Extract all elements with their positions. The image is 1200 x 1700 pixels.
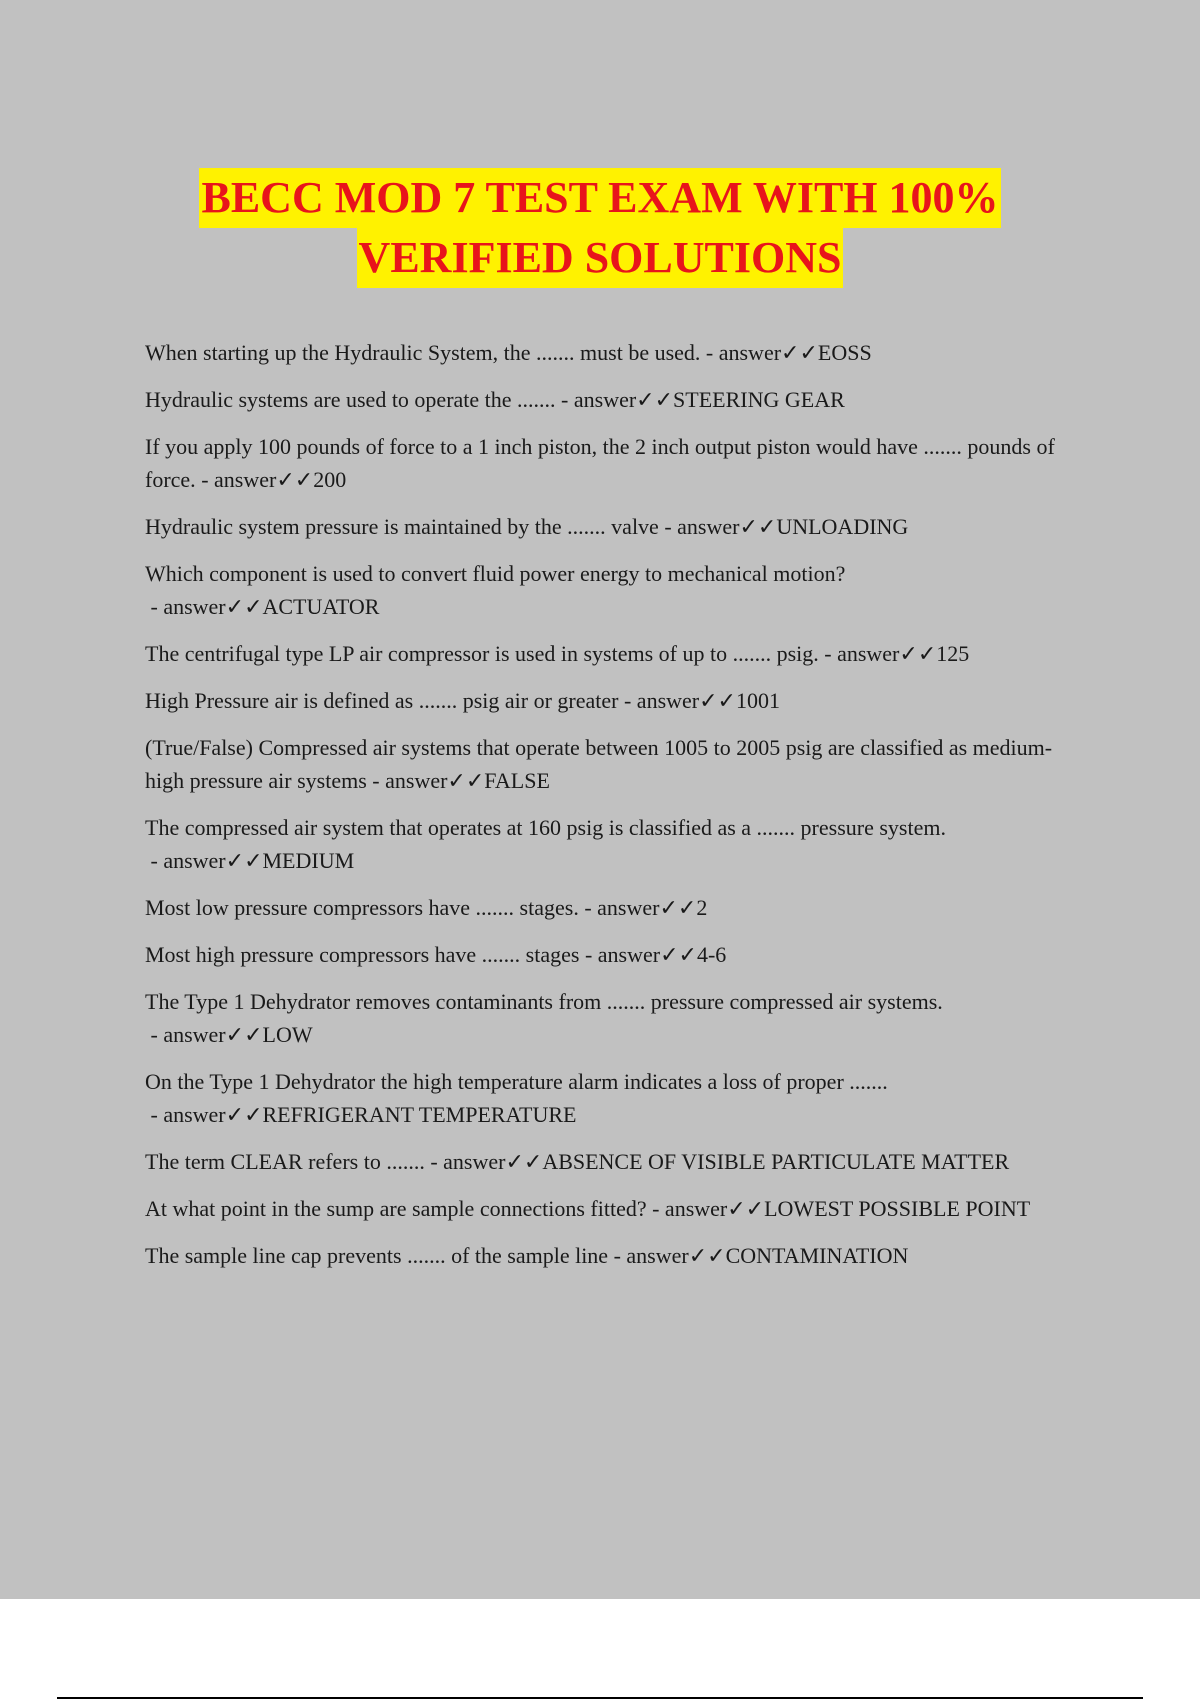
question-answer-item <box>145 1065 1065 1131</box>
question-answer-item <box>145 557 1065 623</box>
question-text: High Pressure air is defined as ....... psig air or greater <box>145 688 619 713</box>
question-text: The term CLEAR refers to ....... <box>145 1149 425 1174</box>
question-text: On the Type 1 Dehydrator the high temperature alarm indicates a loss of proper ....... <box>145 1069 888 1094</box>
question-answer-item <box>145 1145 1065 1178</box>
question-text: The sample line cap prevents ....... of the sample line <box>145 1243 609 1268</box>
answer-marker: - answer✓✓ <box>195 467 314 492</box>
answer-marker: - answer✓✓ <box>700 340 818 365</box>
question-answer-item <box>145 684 1065 717</box>
answer-text: ACTUATOR <box>262 594 380 619</box>
answer-text: FALSE <box>484 768 550 793</box>
question-answer-item <box>145 510 1065 543</box>
answer-text: 4-6 <box>696 942 727 967</box>
answer-marker: - answer✓✓ <box>145 848 263 873</box>
answer-marker: - answer✓✓ <box>145 594 263 619</box>
answer-marker: - answer✓✓ <box>145 1102 263 1127</box>
question-text: (True/False) Compressed air systems that operate between 1005 to 2005 psig are classified as medium-high pressure air systems <box>145 735 1053 793</box>
answer-text: UNLOADING <box>776 514 909 539</box>
question-answer-item <box>145 430 1065 496</box>
question-answer-item <box>145 891 1065 924</box>
answer-text: MEDIUM <box>262 848 355 873</box>
answer-text: 2 <box>696 895 708 920</box>
title-line-2: VERIFIED SOLUTIONS <box>357 228 844 288</box>
question-text: Most low pressure compressors have ....... stages. <box>145 895 579 920</box>
answer-text: ABSENCE OF VISIBLE PARTICULATE MATTER <box>542 1149 1010 1174</box>
answer-text: 1001 <box>735 688 780 713</box>
answer-marker: - answer✓✓ <box>579 942 697 967</box>
question-answer-item <box>145 731 1065 797</box>
question-text: Most high pressure compressors have ....... stages <box>145 942 580 967</box>
question-text: When starting up the Hydraulic System, the ....... must be used. <box>145 340 701 365</box>
answer-text: LOW <box>262 1022 313 1047</box>
answer-marker: - answer✓✓ <box>145 1022 263 1047</box>
answer-text: CONTAMINATION <box>725 1243 909 1268</box>
answer-marker: - answer✓✓ <box>646 1196 765 1221</box>
question-text: If you apply 100 pounds of force to a 1 inch piston, the 2 inch output piston would have ....... pounds of force. <box>145 434 1055 492</box>
question-answer-item <box>145 938 1065 971</box>
title-line-1: BECC MOD 7 TEST EXAM WITH 100% <box>199 168 1000 228</box>
answer-marker: - answer✓✓ <box>818 641 937 666</box>
question-answer-item <box>145 1239 1065 1272</box>
question-text: The centrifugal type LP air compressor is used in systems of up to ....... psig. <box>145 641 819 666</box>
footer-rule <box>57 1697 1143 1699</box>
answer-text: EOSS <box>817 340 872 365</box>
answer-marker: - answer✓✓ <box>608 1243 726 1268</box>
answer-marker: - answer✓✓ <box>578 895 697 920</box>
answer-marker: - answer✓✓ <box>658 514 777 539</box>
question-answer-item <box>145 811 1065 877</box>
question-answer-item <box>145 985 1065 1051</box>
answer-marker: - answer✓✓ <box>424 1149 543 1174</box>
answer-marker: - answer✓✓ <box>618 688 736 713</box>
question-answer-list <box>145 336 1065 1286</box>
question-text: At what point in the sump are sample connections fitted? <box>145 1196 647 1221</box>
question-answer-item <box>145 1192 1065 1225</box>
answer-marker: - answer✓✓ <box>555 387 674 412</box>
question-answer-item <box>145 637 1065 670</box>
question-text: The compressed air system that operates at 160 psig is classified as a ....... pressure system. <box>145 815 946 840</box>
answer-marker: - answer✓✓ <box>366 768 485 793</box>
question-text: The Type 1 Dehydrator removes contaminants from ....... pressure compressed air systems. <box>145 989 943 1014</box>
answer-text: REFRIGERANT TEMPERATURE <box>262 1102 577 1127</box>
question-answer-item <box>145 383 1065 416</box>
question-answer-item <box>145 336 1065 369</box>
document-title <box>0 168 1200 288</box>
question-text: Hydraulic system pressure is maintained by the ....... valve <box>145 514 659 539</box>
answer-text: LOWEST POSSIBLE POINT <box>764 1196 1031 1221</box>
answer-text: 125 <box>936 641 970 666</box>
answer-text: 200 <box>313 467 347 492</box>
question-text: Hydraulic systems are used to operate the ....... <box>145 387 556 412</box>
answer-text: STEERING GEAR <box>673 387 845 412</box>
question-text: Which component is used to convert fluid power energy to mechanical motion? <box>145 561 846 586</box>
